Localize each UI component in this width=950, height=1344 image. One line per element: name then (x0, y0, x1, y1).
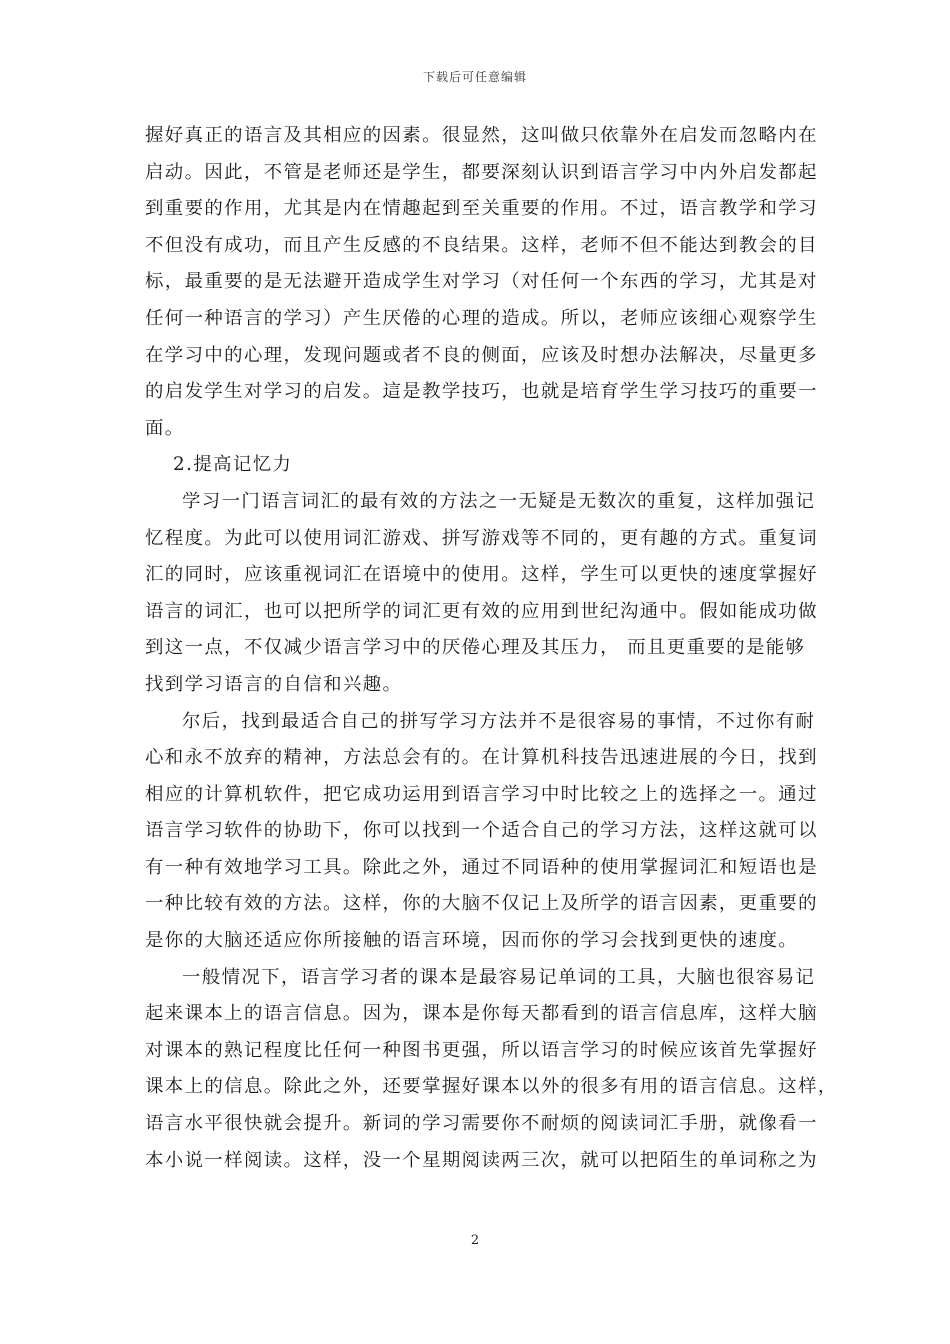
text-line: 对课本的熟记程度比任何一种图书更强，所以语言学习的时候应该首先掌握好 (145, 1039, 818, 1061)
text-line: 启动。因此，不管是老师还是学生，都要深刻认识到语言学习中内外启发都起 (145, 161, 818, 183)
text-line: 一种比较有效的方法。这样，你的大脑不仅记上及所学的语言因素，更重要的 (145, 893, 818, 915)
text-line: 本小说一样阅读。这样，没一个星期阅读两三次，就可以把陌生的单词称之为 (145, 1149, 818, 1171)
text-line: 语言水平很快就会提升。新词的学习需要你不耐烦的阅读词汇手册，就像看一 (145, 1113, 818, 1135)
text-line: 的启发学生对学习的启发。這是教学技巧，也就是培育学生学习技巧的重要一 (145, 381, 818, 403)
paragraph-first-line: 尔后，找到最适合自己的拼写学习方法并不是很容易的事情，不过你有耐 (182, 710, 816, 732)
text-line: 到重要的作用，尤其是内在情趣起到至关重要的作用。不过，语言教学和学习 (145, 198, 818, 220)
section-heading: 2.提高记忆力 (173, 454, 293, 476)
text-line: 在学习中的心理，发现问题或者不良的侧面，应该及时想办法解决，尽量更多 (145, 344, 818, 366)
text-line: 相应的计算机软件，把它成功运用到语言学习中时比较之上的选择之一。通过 (145, 783, 818, 805)
page-header: 下载后可任意编辑 (422, 70, 527, 84)
text-line: 标，最重要的是无法避开造成学生对学习（对任何一个东西的学习，尤其是对 (145, 271, 818, 293)
text-line: 找到学习语言的自信和兴趣。 (145, 673, 403, 695)
text-line: 汇的同时，应该重视词汇在语境中的使用。这样，学生可以更快的速度掌握好 (145, 564, 818, 586)
page-number: 2 (470, 1233, 480, 1248)
text-line: 任何一种语言的学习）产生厌倦的心理的造成。所以，老师应该细心观察学生 (145, 307, 818, 329)
text-line: 有一种有效地学习工具。除此之外，通过不同语种的使用掌握词汇和短语也是 (145, 856, 818, 878)
text-line: 忆程度。为此可以使用词汇游戏、拼写游戏等不同的，更有趣的方式。重复词 (145, 527, 818, 549)
text-line: 握好真正的语言及其相应的因素。很显然，这叫做只依靠外在启发而忽略内在 (145, 125, 818, 146)
paragraph-first-line: 一般情况下，语言学习者的课本是最容易记单词的工具，大脑也很容易记 (182, 966, 816, 988)
text-line: 面。 (145, 417, 185, 439)
text-line: 起来课本上的语言信息。因为，课本是你每天都看到的语言信息库，这样大脑 (145, 1003, 818, 1025)
text-line: 语言的词汇，也可以把所学的词汇更有效的应用到世纪沟通中。假如能成功做 (145, 600, 818, 622)
text-line: 不但没有成功，而且产生反感的不良结果。这样，老师不但不能达到教会的目 (145, 234, 818, 256)
text-line: 到这一点，不仅减少语言学习中的厌倦心理及其压力， 而且更重要的是能够 (145, 637, 806, 659)
text-line: 语言学习软件的协助下，你可以找到一个适合自己的学习方法，这样这就可以 (145, 820, 818, 842)
body-text (145, 118, 838, 1179)
paragraph-first-line: 学习一门语言词汇的最有效的方法之一无疑是无数次的重复，这样加强记 (182, 490, 816, 512)
text-line: 心和永不放弃的精神，方法总会有的。在计算机科技告迅速进展的今日，找到 (145, 747, 818, 769)
text-line: 课本上的信息。除此之外，还要掌握好课本以外的很多有用的语言信息。这样， (145, 1076, 838, 1098)
text-line: 是你的大脑还适应你所接触的语言环境，因而你的学习会找到更快的速度。 (145, 930, 799, 952)
